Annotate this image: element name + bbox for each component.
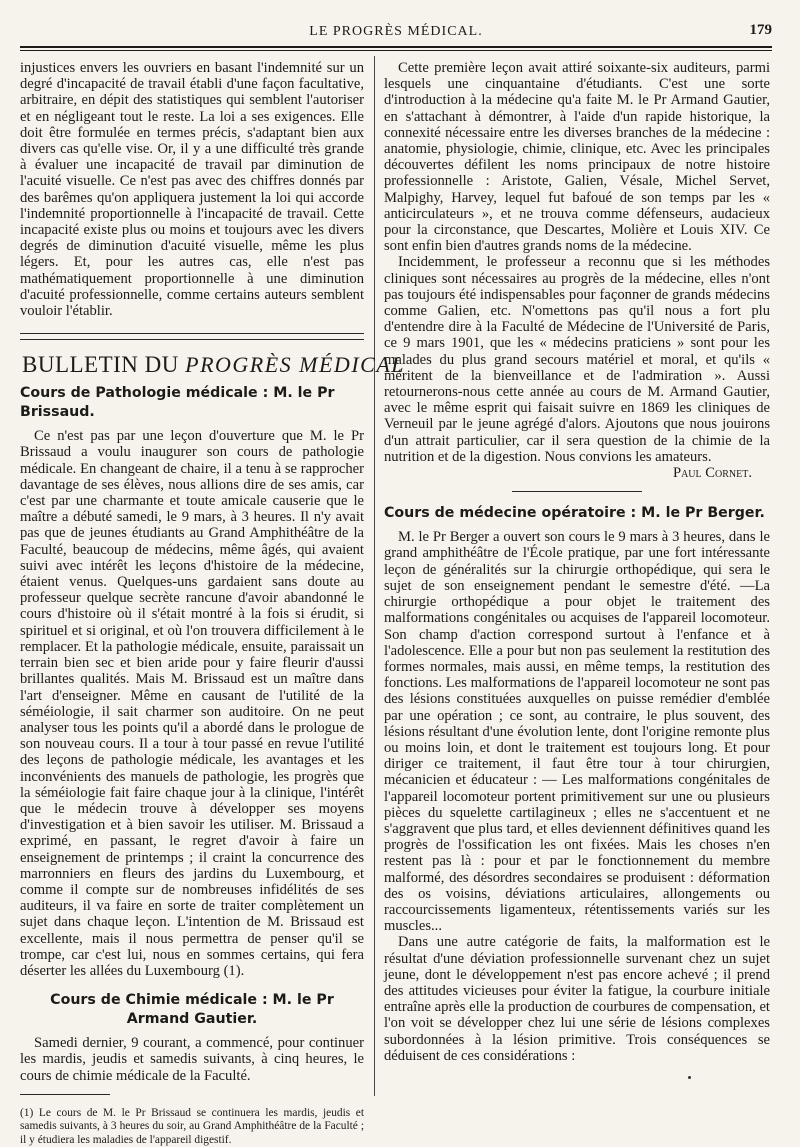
article-chimie-paragraph2: Incidemment, le professeur a reconnu que si les méthodes cliniques sont nécessaires au progrès de la médecine, elles n'ont pas toujours été indispensables pour façonner de grands médecins comme Galien, etc. N'omettons pas qu'il nous a fort plu d'entendre dire à la Faculté de Médecine de l'Université de Paris, ce 9 mars 1901, que les « médecins praticiens » sont pour les malades du plus grand secours matériel et moral, et qu'ils « méritent de la bienveillance et de l'admiration ». Aussi retournerons-nous cette année au cours de M. Armand Gautier, avec le même esprit qui faisait suivre en 1869 les cliniques de Verneuil par le jeune agrégé d'alors. Ajoutons que nous jouirons d'un attrait particulier, car il sera question de la chimie de la nutrition et de la digestion. Nous convions les amateurs. xyxy=(384,254,770,465)
journal-title: LE PROGRÈS MÉDICAL. xyxy=(309,24,483,39)
continuation-paragraph: injustices envers les ouvriers en basant l'indemnité sur un degré d'incapacité de travail établi d'une façon facultative, arbitraire, en dépit des statistiques qui semblent l'autoriser et en négligeant tout le reste. La loi a ses exigences. Elle doit être formulée en termes précis, s'adaptant bien aux divers cas qu'elle vise. Or, il y a une difficulté très grande à évaluer une incapacité de travail par diminution de l'acuité visuelle. Ce n'est pas avec des chiffres donnés par des barêmes qu'on appliquera justement la loi qui accorde l'indemnité proportionnelle à l'incapacité de travail. Cette incapacité existe plus ou moins et toujours avec les divers degrés de diminution d'acuité visuelle, même les plus légers. Et, pour les autres cas, elle n'est pas mathématiquement proportionnelle à une diminution d'acuité professionnelle, comme certains auteurs semblent vouloir l'établir. xyxy=(20,60,364,320)
article-chimie-continued: Cette première leçon avait attiré soixante-six auditeurs, parmi lesquels une cinquantaine d'étudiants. C'est une sorte d'introduction à la médecine qu'a faite M. le Pr Armand Gautier, en s'attachant à démontrer, à l'aide d'un rapide historique, la connexité nécessaire entre les diverses branches de la médecine : anatomie, physiologie, chimie, clinique, etc. Avec les principales découvertes défilent les noms principaux de notre histoire professionnelle : Aristote, Galien, Vésale, Michel Servet, Malpighy, Harvey, lequel fut bafoué de son temps par les « anticirculateurs », et ne trouva comme défenseurs, audacieux pour la circonstance, que Descartes, Molière et Louis XIV. Ce sont enfin bien d'autres grands noms de la médecine. xyxy=(384,60,770,255)
column-divider xyxy=(374,56,375,1096)
article-separator xyxy=(512,491,642,492)
article-medecine-operatoire-paragraph2: Dans une autre catégorie de faits, la malformation est le résultat d'une déviation professionnelle survenant chez un sujet jeune, dont le développement n'est pas encore achevé ; il prend des attitudes vicieuses pour éviter la fatigue, la courbure initiale entraîne après elle la production de courbures de compensation, et l'on voit se développer chez lui une série de lésions complexes subordonnées à la lésion primitive. Trois conséquences se déduisent de ces considérations : xyxy=(384,934,770,1064)
page-number: 179 xyxy=(749,22,772,38)
author-signature: Paul Cornet. xyxy=(672,465,752,482)
section-title-pathologie: Cours de Pathologie médicale : M. le Pr Brissaud. xyxy=(20,385,335,421)
bulletin-heading-journal: PROGRÈS MÉDICAL xyxy=(185,352,405,378)
article-chimie: Samedi dernier, 9 courant, a commencé, pour continuer les mardis, jeudis et samedis suivants, à cinq heures, le cours de chimie médicale de la Faculté. xyxy=(20,1035,364,1084)
article-pathologie: Ce n'est pas par une leçon d'ouverture que M. le Pr Brissaud a voulu inaugurer son cours de pathologie médicale. En changeant de chaire, il a tenu à se rapprocher davantage de ses élèves, nous allions dire de ses amis, car c'est par une charmante et toute amicale causerie que le maître a débuté samedi, le 9 mars, à 3 heures. Il n'y avait pas que de jeunes étudiants au Grand Amphithéâtre de la Faculté, beaucoup de médecins, même âgés, qui avaient suivi avec intérêt les leçons d'histoire de la médecine, étaient venus. Quelques-uns gardaient sans doute au professeur quelque secrète rancune d'avoir abandonné le cours d'histoire où il s'était montré à la fois si érudit, si spirituel et si original, et où l'on trouvera difficilement à le remplacer. Et la pathologie médicale, ensuite, paraissait un terrain bien sec et bien aride pour y faire fleurir d'aussi brillantes qualités. Mais M. Brissaud est un maître dans l'art d'enseigner. Même en causant de l'utilité de la séméiologie, il sait charmer son auditoire. On ne peut analyser tous les points qu'il a abordé dans le prologue de son nouveau cours. Il a tour à tour passé en revue l'utilité des leçons de pathologie médicale, les avantages et les inconvénients des manuels de pathologie, les progrès que la séméiologie fait faire chaque jour à la clinique, l'intérêt que le médecin trouve à développer ses moyens d'investigation et à bien savoir les utiliser. M. Brissaud a exprimé, en passant, le regret d'avoir à faire un enseignement de printemps ; il craint la concurrence des marronniers en fleurs des jardins du Luxembourg, et comme il compte sur de nombreuses infidélités de ses auditeurs, il va faire en sorte de traiter complètement un sujet dans chaque leçon. L'intention de M. Brissaud est excellente, mais il nous permettra de penser qu'il se trompe, car c'est lui, nous en sommes certains, qui fera déserter les allées du Luxembourg (1). xyxy=(20,428,364,979)
header-rule xyxy=(20,46,772,48)
footnote-rule xyxy=(20,1094,110,1095)
section-separator xyxy=(20,333,364,340)
bulletin-heading xyxy=(22,352,405,378)
header-rule-thin xyxy=(20,50,772,51)
bulletin-heading-prefix: BULLETIN DU xyxy=(22,352,179,378)
footnote: (1) Le cours de M. le Pr Brissaud se continuera les mardis, jeudis et samedis suivants, à 3 heures du soir, au Grand Amphithéâtre de la Faculté ; il y étudiera les maladies de l'appareil digestif. xyxy=(20,1106,364,1146)
running-header xyxy=(20,22,772,44)
right-column xyxy=(384,60,770,1104)
left-column xyxy=(20,60,405,1146)
article-medecine-operatoire: M. le Pr Berger a ouvert son cours le 9 mars à 3 heures, dans le grand amphithéâtre de l'École pratique, par une fort intéressante leçon de généralités sur la chirurgie orthopédique, qui sera le sujet de son enseignement pendant le semestre d'été. —La chirurgie orthopédique a pour objet le traitement des malformations congénitales ou acquises de l'appareil locomoteur. Son champ d'action correspond surtout à l'enfance et à l'adolescence. Elle a pour but non pas seulement la restitution des formes normales, mais aussi, en même temps, la restitution des fonctions. Les malformations de l'appareil locomoteur ne sont pas des lésions constituées auxquelles on puisse remédier d'emblée par une opération ; ce sont, au contraire, le plus souvent, des lésions résultant d'une évolution lente, dont l'origine remonte plus ou moins loin, et dont le traitement est toujours long. Et pour diriger ce traitement, il faut être tour à tour chirurgien, mécanicien et éducateur : — Les malformations congénitales de l'appareil locomoteur portent primitivement sur une ou plusieurs pièces du squelette cartilagineux ; elles ne s'accentuent et ne s'aggravent que plus tard, et elles deviennent définitives quand les progrès de l'ossification les ont fixées. Mais les choses n'en restent pas là : pour et par le fonctionnement du membre malformé, des désordres secondaires se produisent : déformation des os voisins, déviations articulaires, allongements ou raccourcissements ligamenteux, rétentissements variés sur les muscles... xyxy=(384,529,770,935)
section-title-chimie: Cours de Chimie médicale : M. le Pr Armand Gautier. xyxy=(50,992,334,1028)
section-title-medecine-operatoire: Cours de médecine opératoire : M. le Pr Berger. xyxy=(384,505,765,522)
printing-speck xyxy=(688,1076,691,1079)
